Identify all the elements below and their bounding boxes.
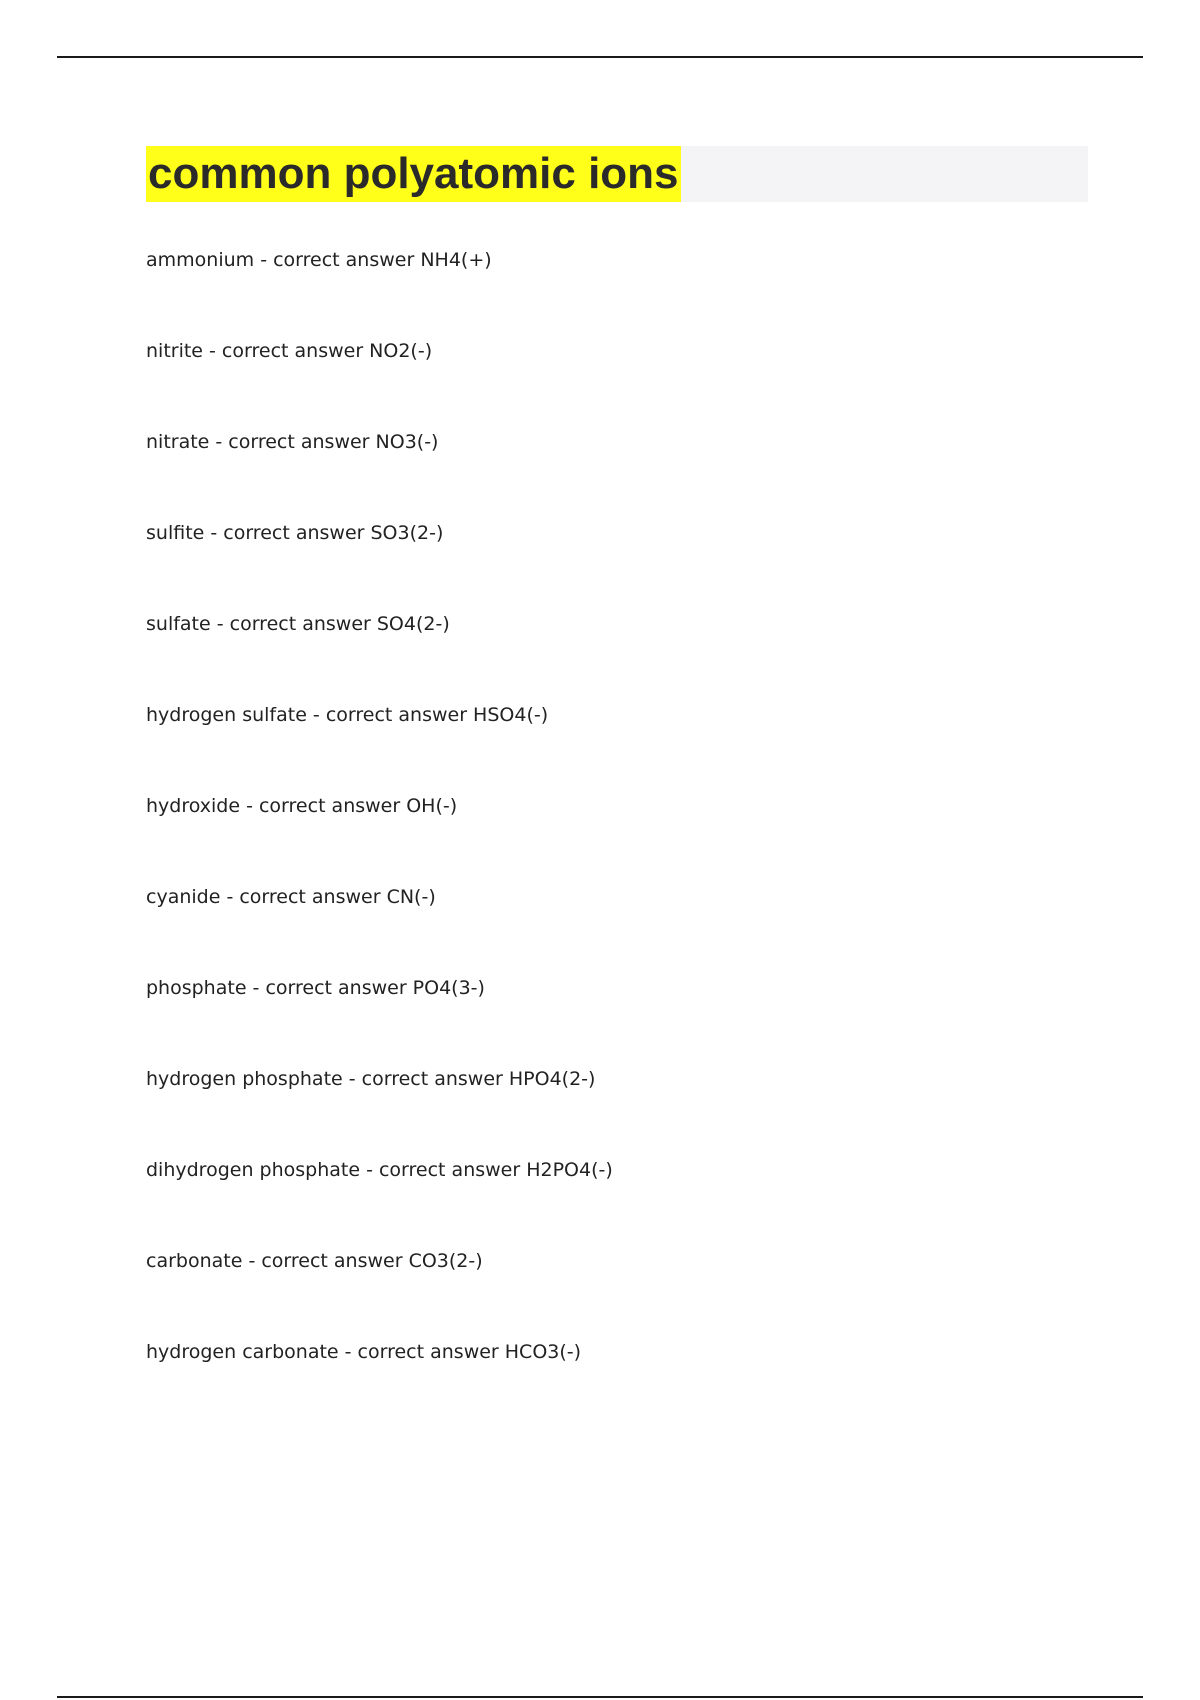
list-item: nitrate - correct answer NO3(-) xyxy=(146,431,439,453)
list-item: hydroxide - correct answer OH(-) xyxy=(146,795,458,817)
bottom-rule xyxy=(57,1696,1143,1698)
list-item: ammonium - correct answer NH4(+) xyxy=(146,249,492,271)
list-item: carbonate - correct answer CO3(2-) xyxy=(146,1250,483,1272)
list-item: hydrogen phosphate - correct answer HPO4(2-) xyxy=(146,1068,596,1090)
list-item: hydrogen sulfate - correct answer HSO4(-) xyxy=(146,704,549,726)
list-item: dihydrogen phosphate - correct answer H2PO4(-) xyxy=(146,1159,613,1181)
top-rule xyxy=(57,56,1143,58)
list-item: nitrite - correct answer NO2(-) xyxy=(146,340,433,362)
list-item: cyanide - correct answer CN(-) xyxy=(146,886,436,908)
document-title: common polyatomic ions xyxy=(146,146,681,202)
list-item: hydrogen carbonate - correct answer HCO3(-) xyxy=(146,1341,582,1363)
qa-list xyxy=(146,236,613,1419)
list-item: sulfate - correct answer SO4(2-) xyxy=(146,613,450,635)
list-item: phosphate - correct answer PO4(3-) xyxy=(146,977,485,999)
list-item: sulfite - correct answer SO3(2-) xyxy=(146,522,444,544)
